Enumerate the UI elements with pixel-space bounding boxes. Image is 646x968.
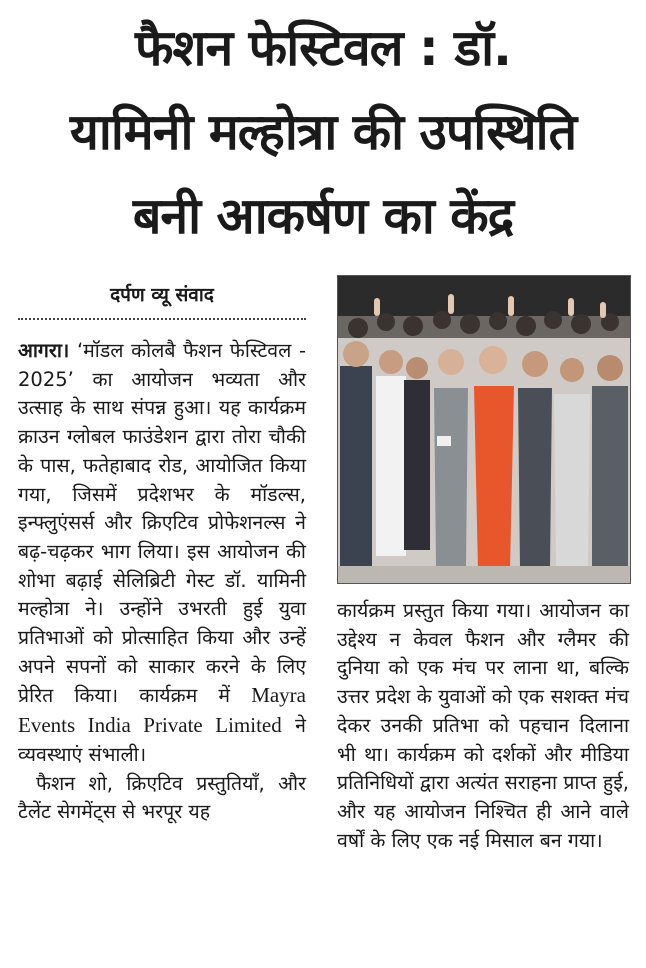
event-photo-illustration xyxy=(338,276,630,583)
paragraph-1 xyxy=(18,337,306,770)
headline-line-3: बनी आकर्षण का केंद्र xyxy=(132,187,514,245)
headline-line-1: फैशन फेस्टिवल : डॉ. xyxy=(134,19,512,77)
dateline: आगरा। xyxy=(18,339,70,362)
paragraph-2-continued: कार्यक्रम प्रस्तुत किया गया। आयोजन का उद्देश्य न केवल फैशन और ग्लैमर की दुनिया को एक मंच पर लाना था, बल्कि उत्तर प्रदेश के युवाओं को एक सशक्त मंच देकर उनकी प्रतिभा को पहचान दिलाना भी था। कार्यक्रम को दर्शकों और मीडिया प्रतिनिधियों द्वारा अत्यंत सराहना प्राप्त हुई, और यह आयोजन निश्चित ही आने वाले वर्षों के लिए एक नई मिसाल बन गया। xyxy=(337,599,629,852)
paragraph-1-end: ने व्यवस्थाएं संभाली। xyxy=(18,714,306,766)
article-column-right xyxy=(337,597,629,855)
organizer-name: Mayra Events India Private Limited xyxy=(18,683,306,738)
byline: दर्पण व्यू संवाद xyxy=(110,284,214,306)
paragraph-2-start: फैशन शो, क्रिएटिव प्रस्तुतियाँ, और टैलेंट सेगमेंट्स से भरपूर यह xyxy=(18,771,306,824)
article-column-left xyxy=(18,337,306,827)
headline xyxy=(0,6,646,258)
headline-line-2: यामिनी मल्होत्रा की उपस्थिति xyxy=(69,103,577,161)
paragraph-1-text: ‘मॉडल कोलबै फैशन फेस्टिवल - 2025’ का आयोजन भव्यता और उत्साह के साथ संपन्न हुआ। यह कार्यक्रम क्राउन ग्लोबल फाउंडेशन द्वारा तोरा चौकी के पास, फतेहाबाद रोड, आयोजित किया गया, जिसमें प्रदेशभर के मॉडल्स, इन्फ्लुएंसर्स और क्रिएटिव प्रोफेशनल्स ने बढ़-चढ़कर भाग लिया। इस आयोजन की शोभा बढ़ाई सेलिब्रिटी गेस्ट डॉ. यामिनी मल्होत्रा ने। उन्होंने उभरती हुई युवा प्रतिभाओं को प्रोत्साहित किया और उन्हें अपने सपनों को साकार करने के लिए प्रेरित किया। कार्यक्रम में xyxy=(18,339,306,708)
event-photo xyxy=(337,275,631,584)
byline-divider xyxy=(18,318,306,320)
